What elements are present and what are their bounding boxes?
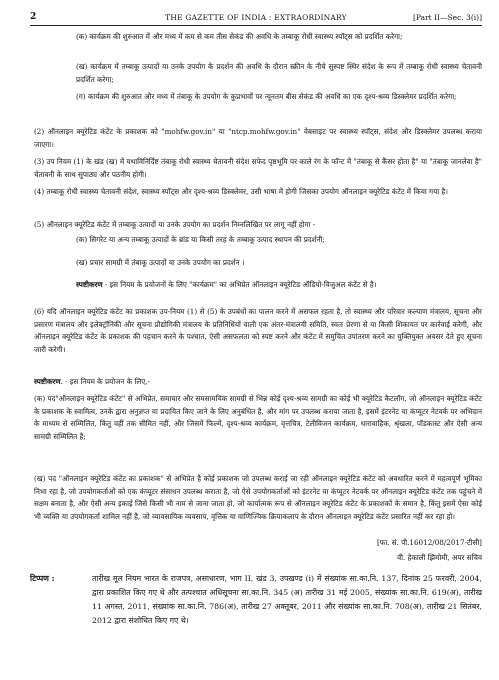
gazette-title: THE GAZETTE OF INDIA : EXTRAORDINARY — [165, 13, 347, 22]
explanation-2 — [34, 376, 482, 389]
tippan-text: तारीख मूल नियम भारत के राजपत्र, असाधारण, भाग II, खंड 3, उपखण्ड (i) में संख्यांक सा.का.नि. 137, दिनांक 25 फरवरी, 2004, द्वारा प्रकाशित किए गए थे और तत्पश्चात अधिसूचना सा.का.नि. 345 (अ) तारीख 31 मई 2005, संख्यांक सा.का.नि. 619(अ), तारीख 11 अगस्त, 2011, संख्यांक सा.का.नि. 786(अ), तारीख 27 अक्तूबर, 2011 और संख्यांक सा.का.नि. 708(अ), तारीख 21 सितंबर, 2012 द्वारा संशोधित किए गए थे। — [92, 574, 482, 625]
subrule-6: (6) यदि ऑनलाइन क्यूरेटिड कंटेंट का प्रकाशक उप-नियम (1) से (5) के उपबंधों का पालन करने में असफल रहता है, तो स्वास्थ्य और परिवार कल्याण मंत्रालय, सूचना और प्रसारण मंत्रालय और इलेक्ट्रॉनिकी और सूचना प्रौद्योगिकी मंत्रालय के प्रतिनिधियों वाली एक अंतर-मंत्रालयी समिति, स्वतः प्रेरणा से या किसी शिकायत पर कार्रवाई करेगी, और ऑनलाइन क्यूरेटिड कंटेंट के प्रकाशक की पहचान करने के पश्चात, ऐसी असफलता को स्पष्ट करने और कंटेंट में समुचित उपांतरण करने का युक्तियुक्त अवसर देते हुए सूचना जारी करेगी। — [34, 307, 482, 354]
file-number: [फा. सं. पी.16012/08/2017-टीसी] — [376, 538, 482, 547]
definition-kha: (ख) पद "ऑनलाइन क्यूरेटिड कंटेंट का प्रकाशक" से अभिप्रेत है कोई प्रकाशक जो उपलब्ध कराई जा रही ऑनलाइन क्यूरेटिड कंटेंट को अवधारित करने में महत्वपूर्ण भूमिका निभा रहा है, जो उपयोगकर्ताओं को एक कंप्यूटर संसाधन उपलब्ध कराता है, जो ऐसे उपयोगकर्ताओं को इंटरनेट या कंप्यूटर नेटवर्क पर ऑनलाइन क्यूरेटिड कंटेंट तक पहुंचने में सक्षम बनाता है, और ऐसी अन्य इकाई जिसे किसी भी नाम से जाना जाता हो, जो कार्यात्मक रूप से ऑनलाइन क्यूरेटिड कंटेंट के प्रकाशकों के समान है, किंतु इसमें ऐसा कोई भी व्यक्ति या उपयोगकर्ता शामिल नहीं है, जो व्यावसायिक व्यवसाय, वृत्तिक या वाणिज्यिक क्रियाकलाप के दौरान ऑनलाइन क्यूरेटिड कंटेंट प्रसारित नहीं कर रहा हो। — [34, 474, 482, 521]
subrule-5-clause-kha: (ख) प्रचार सामग्री में तंबाकू उत्पादों या उनके उपयोग का प्रदर्शन । — [76, 258, 245, 267]
clause-ka: (क) कार्यक्रम की शुरुआत में और मध्य में कम से कम तीस सेकंड की अवधि के तम्बाकू रोधी स्वास्थ्य स्पॉट्स को प्रदर्शित करेगा; — [76, 32, 403, 41]
subrule-5: (5) ऑनलाइन क्यूरेटिड कंटेंट में तम्बाकू उत्पादों या उनके उपयोग का प्रदर्शन निम्नलिखित पर लागू नहीं होगा - — [34, 220, 316, 229]
header-rule — [30, 25, 482, 26]
signatory: वी. हेकाली झिमोमी, अपर सचिव — [397, 553, 482, 562]
subrule-2: (2) ऑनलाइन क्यूरेटिड कंटेंट के प्रकाशक को "mohfw.gov.in" या "ntcp.mohfw.gov.in" वेबसाइट पर स्वास्थ्य स्पॉट्स, संदेश और डिस्क्लेमर उपलब्ध कराया जाएगा। — [34, 127, 482, 149]
clause-ga: (ग) कार्यक्रम की शुरुआत और मध्य में तंबाकू के उपयोग के कुप्रभावों पर न्यूनतम बीस सेकंड की अवधि का एक दृश्य-श्रव्य डिस्क्लेमर प्रदर्शित करेगा; — [76, 92, 457, 101]
tippan-label: टिप्पण : — [30, 573, 55, 583]
explanation-1 — [76, 279, 482, 292]
page-header — [30, 12, 482, 24]
page-number: 2 — [30, 12, 37, 22]
subrule-3: (3) उप नियम (1) के खंड (ख) में यथाविनिर्दिष्ट तंबाकू रोधी स्वास्थ्य चेतावनी संदेश सफेद पृष्ठभूमि पर काले रंग के फॉन्ट में "तंबाकू से कैंसर होता है" या "तंबाकू जानलेवा है" चेतावनी के साथ सुपाठ्य और पठनीय होगी। — [34, 157, 482, 179]
subrule-4: (4) तम्बाकू रोधी स्वास्थ्य चेतावनी संदेश, स्वास्थ्य स्पॉट्स और दृश्य-श्रव्य डिस्क्लेमर, उसी भाषा में होगी जिसका उपयोग ऑनलाइन क्यूरेटिड कंटेंट में किया गया है। — [34, 187, 448, 196]
explanation-1-text: - इस नियम के प्रयोजनों के लिए "कार्यक्रम" का अभिप्रेत ऑनलाइन क्यूरेटिड ऑडियो-विजुअल कंटेंट से है। — [102, 280, 377, 289]
explanation-2-text: . - इस नियम के प्रयोजन के लिए,- — [60, 377, 150, 386]
explanation-2-label: स्पष्टीकरण — [34, 377, 61, 386]
clause-kha: (ख) कार्यक्रम में तम्बाकू उत्पादों या उनके उपयोग के प्रदर्शन की अवधि के दौरान स्क्रीन के नीचे सुस्पष्ट स्थिर संदेश के रूप में तम्बाकू रोधी स्वास्थ्य चेतावनी प्रदर्शित करेगा; — [76, 62, 482, 84]
definition-ka: (क) पद"ऑनलाइन क्यूरेटिड कंटेंट" से अभिप्रेत, समाचार और समसामयिक सामग्री से भिन्न कोई दृश्य-श्रव्य सामग्री का कोई भी क्यूरेटिड कैटलॉग, जो ऑनलाइन क्यूरेटिड कंटेंट के प्रकाशक के स्वामित्व, उनके द्वारा अनुज्ञप्त या प्रदायित किए जाने के लिए अनुबंधित है, और मांग पर उपलब्ध कराया जाता है, इसमें इंटरनेट या कंप्यूटर नेटवर्क पर अभिदान के माध्यम से सम्मिलित, किंतु वहीं तक सीमित नहीं, और जिसमें फिल्में, दृश्य-श्रव्य कार्यक्रम, वृत्तचित्र, टेलीविजन कार्यक्रम, धारावाहिक, श्रृंखला, पॉडकास्ट और ऐसी अन्य सामग्री सम्मिलित है; — [34, 394, 482, 441]
part-section: [Part II—Sec. 3(i)] — [412, 13, 482, 22]
subrule-5-clause-ka: (क) सिगरेट या अन्य तम्बाकू उत्पादों के ब्रांड या किसी तरह के तम्बाकू उत्पाद स्थापन की प्रदर्शनी; — [76, 235, 325, 244]
explanation-1-label: स्पष्टीकरण — [76, 280, 103, 289]
